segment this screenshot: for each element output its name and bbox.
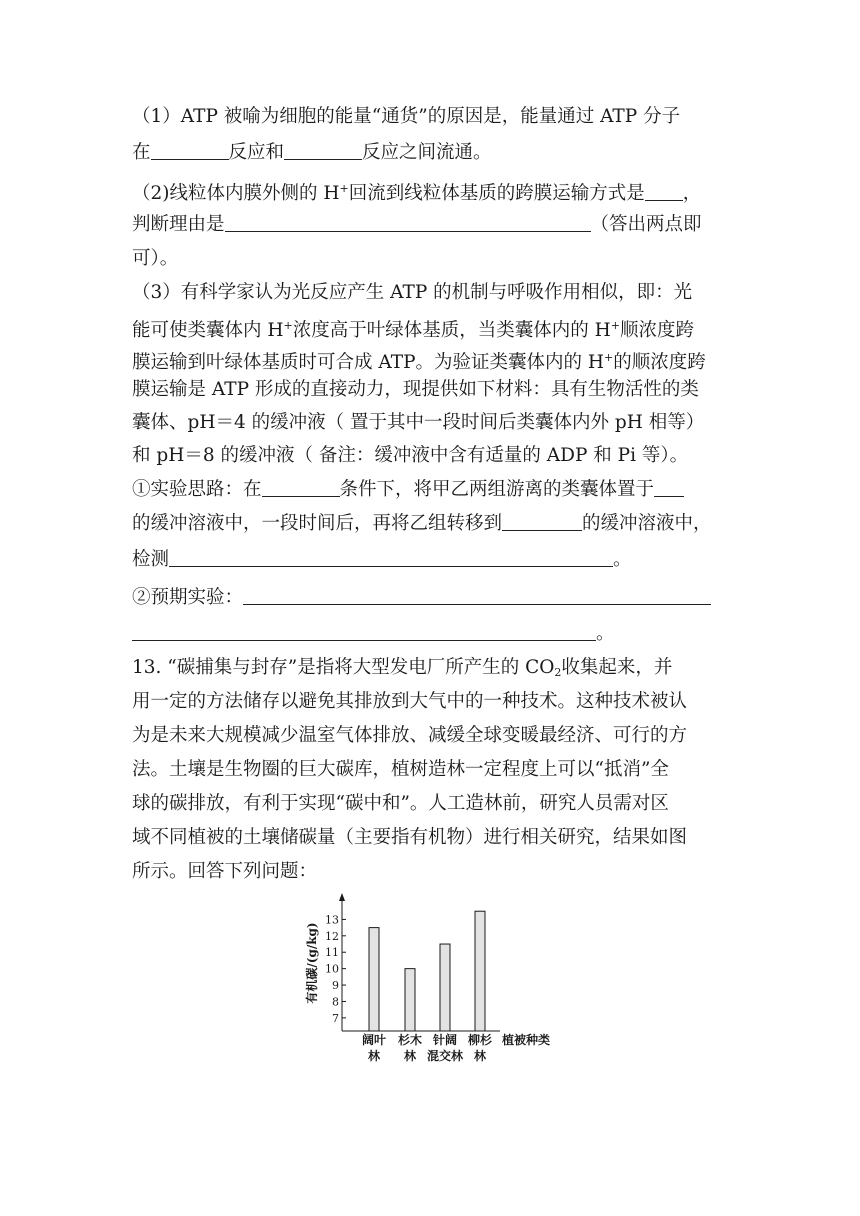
q13-line5: [132, 789, 732, 819]
y-axis-label: 有机碳/(g/kg): [305, 922, 319, 1004]
superscript: +: [339, 182, 349, 195]
q12-part3-line7: [132, 475, 732, 505]
q12-part3-line8: [132, 509, 732, 539]
text: 。: [596, 623, 615, 644]
q13-line7: [132, 857, 732, 887]
text: 回流到线粒体基质的跨膜运输方式是: [348, 183, 645, 204]
text: 用一定的方法储存以避免其排放到大气中的一种技术。这种技术被认: [132, 691, 688, 712]
category-label: 混交林: [426, 1049, 464, 1063]
text: 条件下，将甲乙两组游离的类囊体置于: [339, 479, 655, 500]
text: 浓度高于叶绿体基质，当类囊体内的 H: [292, 320, 611, 341]
answer-blank[interactable]: [132, 622, 596, 641]
y-tick-label: 10: [325, 962, 339, 976]
text: 的缓冲溶液中，: [582, 513, 712, 534]
category-label: 针阔: [432, 1033, 458, 1047]
answer-blank[interactable]: [502, 512, 582, 531]
text: 的缓冲溶液中，一段时间后，再将乙组转移到: [132, 513, 503, 534]
text: 可）。: [132, 248, 179, 269]
q12-part3-line9: [132, 545, 732, 575]
q12-part2-line3: [132, 244, 732, 274]
q12-part3-line2: [132, 311, 732, 346]
answer-blank[interactable]: [262, 478, 340, 497]
text: 膜运输是 ATP 形成的直接动力，现提供如下材料：具有生物活性的类: [132, 379, 699, 400]
text: 13. “碳捕集与封存”是指将大型发电厂所产生的 CO: [132, 657, 555, 678]
text: 反应之间流通。: [362, 142, 492, 163]
text: 的顺浓度跨: [613, 352, 706, 373]
subscript: 2: [554, 666, 562, 679]
category-label: 杉木: [397, 1033, 423, 1047]
y-tick-label: 8: [332, 995, 339, 1009]
q12-part2-line1: [132, 174, 732, 209]
q12-part3-line3: [132, 343, 732, 378]
text: 为是未来大规模减少温室气体排放、减缓全球变暖最经济、可行的方: [132, 725, 688, 746]
text: 顺浓度跨: [619, 320, 694, 341]
q12-part3-line6: [132, 441, 732, 471]
q12-part3-line4: [132, 375, 732, 405]
answer-blank[interactable]: [151, 141, 229, 160]
text: 囊体、pH＝4 的缓冲液（ 置于其中一段时间后类囊体内外 pH 相等）: [132, 412, 705, 433]
q12-part1-line2: [132, 138, 732, 168]
superscript: +: [604, 351, 614, 364]
superscript: +: [610, 319, 620, 332]
text: ，: [682, 183, 702, 204]
category-label: 林: [403, 1049, 417, 1063]
text: 和 pH＝8 的缓冲液（ 备注：缓冲液中含有适量的 ADP 和 Pi 等）。: [132, 445, 689, 466]
bar: [440, 944, 450, 1031]
superscript: +: [283, 319, 293, 332]
text: 。: [613, 549, 632, 570]
bar: [475, 911, 485, 1031]
q12-part2-line2: [132, 210, 732, 240]
text: 在: [132, 142, 151, 163]
answer-blank[interactable]: [225, 213, 591, 232]
y-tick-label: 7: [332, 1011, 339, 1025]
text: 反应和: [228, 142, 285, 163]
chart-layer: [325, 893, 500, 1063]
text: 所示。回答下列问题：: [132, 861, 318, 882]
answer-blank[interactable]: [645, 182, 683, 201]
answer-blank[interactable]: [169, 548, 613, 567]
text: 域不同植被的土壤储碳量（主要指有机物）进行相关研究，结果如图: [132, 827, 688, 848]
text: 判断理由是: [132, 214, 225, 235]
q13-line2: [132, 687, 732, 717]
text: ②预期实验：: [132, 587, 244, 608]
text: （2)线粒体内膜外侧的 H: [132, 183, 340, 204]
text: 收集起来，并: [561, 657, 673, 678]
answer-blank[interactable]: [654, 478, 684, 497]
answer-blank[interactable]: [243, 586, 711, 605]
text: ①实验思路：在: [132, 479, 262, 500]
q12-part3-line11: [132, 619, 732, 649]
category-label: 林: [473, 1049, 487, 1063]
y-tick-label: 11: [325, 946, 339, 960]
text: （答出两点即: [590, 214, 702, 235]
q12-part3-line5: [132, 408, 732, 438]
q13-line4: [132, 755, 732, 785]
q12-part3-line1: [132, 278, 732, 308]
text: 膜运输到叶绿体基质时可合成 ATP。为验证类囊体内的 H: [132, 352, 605, 373]
organic-carbon-chart: [300, 885, 580, 1074]
x-axis-label: 植被种类: [502, 1033, 551, 1047]
category-label: 柳杉: [467, 1033, 493, 1047]
text: 球的碳排放，有利于实现“碳中和”。人工造林前，研究人员需对区: [132, 793, 669, 814]
chart-svg: [300, 885, 580, 1070]
q12-part1-line1: [132, 102, 732, 132]
y-axis-arrow: [339, 893, 345, 901]
text: 法。土壤是生物圈的巨大碳库，植树造林一定程度上可以“抵消”全: [132, 759, 669, 780]
category-label: 阔叶: [361, 1033, 387, 1047]
q13-line3: [132, 721, 732, 751]
text: 能可使类囊体内 H: [132, 320, 284, 341]
q13-line6: [132, 823, 732, 853]
bar: [405, 969, 415, 1031]
q13-line1: [132, 653, 732, 688]
y-tick-label: 9: [332, 979, 339, 993]
text: （1）ATP 被喻为细胞的能量“通货”的原因是，能量通过 ATP 分子: [132, 106, 681, 127]
answer-blank[interactable]: [284, 141, 362, 160]
category-label: 林: [367, 1049, 381, 1063]
text: 检测: [132, 549, 170, 570]
y-tick-label: 13: [325, 913, 339, 927]
text: （3）有科学家认为光反应产生 ATP 的机制与呼吸作用相似，即：光: [132, 282, 693, 303]
q12-part3-line10: [132, 583, 732, 613]
bar: [369, 928, 379, 1031]
y-tick-label: 12: [325, 929, 339, 943]
